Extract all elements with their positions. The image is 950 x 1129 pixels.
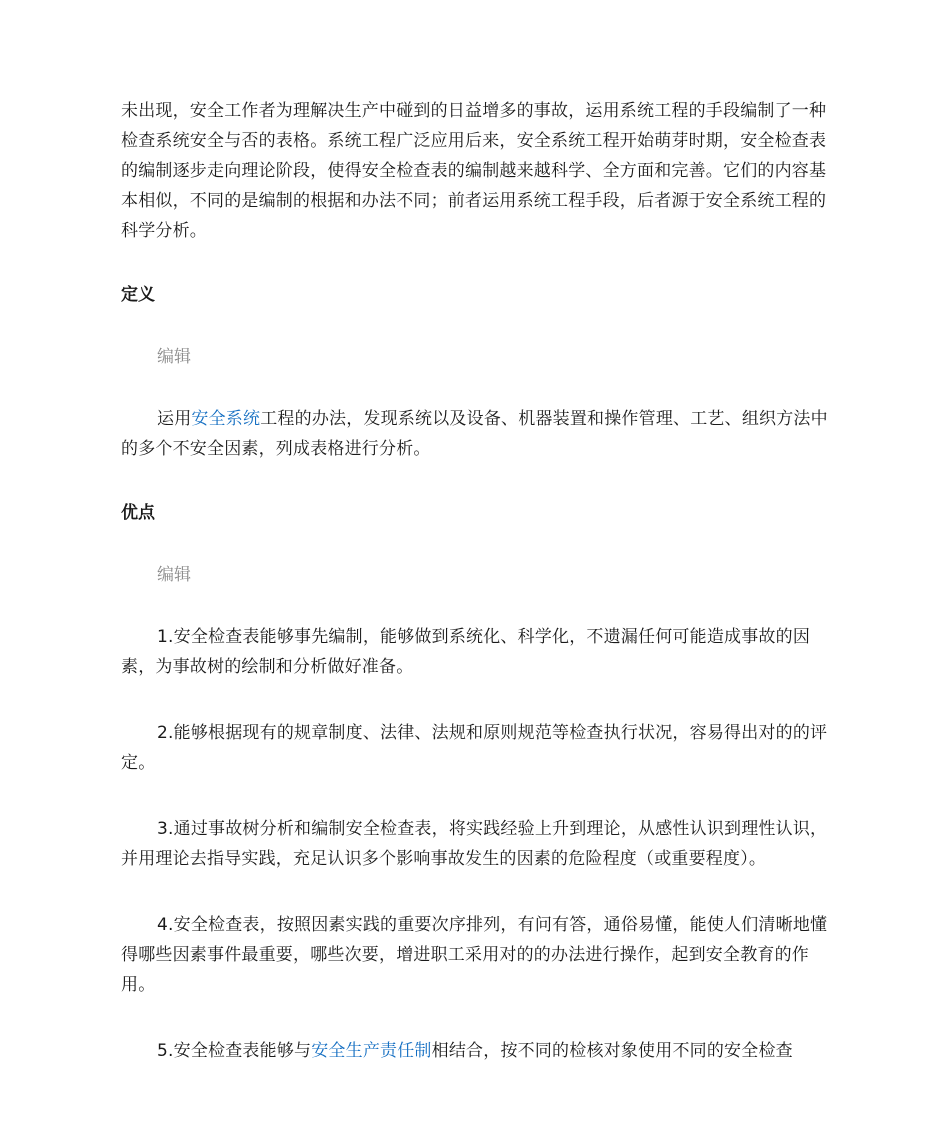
advantage-item-2: 2.能够根据现有的规章制度、法律、法规和原则规范等检查执行状况，容易得出对的的评定。 <box>121 723 828 773</box>
definition-text-before: 运用 <box>157 409 192 429</box>
section-heading-advantages: 优点 <box>121 503 155 523</box>
section-heading-definition: 定义 <box>121 285 155 305</box>
advantage-item-4: 4.安全检查表，按照因素实践的重要次序排列，有问有答，通俗易懂，能使人们清晰地懂得哪些因素事件最重要，哪些次要，增进职工采用对的的办法进行操作，起到安全教育的作用。 <box>121 915 828 995</box>
edit-link-advantages[interactable]: 编辑 <box>157 565 191 585</box>
advantage-item-3: 3.通过事故树分析和编制安全检查表，将实践经验上升到理论，从感性认识到理性认识，并用理论去指导实践，充足认识多个影响事故发生的因素的危险程度（或重要程度）。 <box>121 819 828 869</box>
document-page <box>121 96 833 1066</box>
definition-text-after: 工程的办法，发现系统以及设备、机器装置和操作管理、工艺、组织方法中的多个不安全因素，列成表格进行分析。 <box>121 409 828 459</box>
intro-paragraph: 未出现，安全工作者为理解决生产中碰到的日益增多的事故，运用系统工程的手段编制了一种检查系统安全与否的表格。系统工程广泛应用后来，安全系统工程开始萌芽时期，安全检查表的编制逐步走向理论阶段，使得安全检查表的编制越来越科学、全方面和完善。它们的内容基本相似，不同的是编制的根据和办法不同；前者运用系统工程手段，后者源于安全系统工程的科学分析。 <box>121 101 827 241</box>
advantage-item-1: 1.安全检查表能够事先编制，能够做到系统化、科学化，不遗漏任何可能造成事故的因素，为事故树的绘制和分析做好准备。 <box>121 627 811 677</box>
safety-system-link[interactable]: 安全系统 <box>191 409 261 429</box>
advantage-item-5-text-before: 5.安全检查表能够与 <box>157 1041 312 1061</box>
advantage-item-5 <box>121 1036 833 1066</box>
advantage-item-5-text-after: 相结合，按不同的检核对象使用不同的安全检查 <box>431 1041 793 1061</box>
edit-link-definition[interactable]: 编辑 <box>157 347 191 367</box>
definition-paragraph <box>121 404 833 464</box>
safety-responsibility-link[interactable]: 安全生产责任制 <box>311 1041 432 1061</box>
